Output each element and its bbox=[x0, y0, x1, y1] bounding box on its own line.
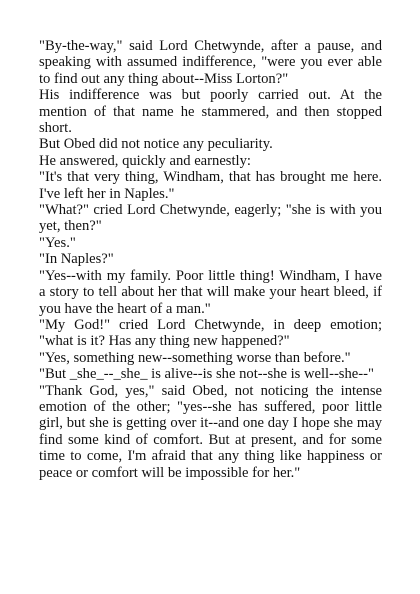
paragraph: "My God!" cried Lord Chetwynde, in deep emotion; "what is it? Has any thing new happened?" bbox=[39, 316, 382, 350]
book-page bbox=[39, 38, 382, 481]
paragraph: He answered, quickly and earnestly: bbox=[39, 152, 251, 169]
paragraph: But Obed did not notice any peculiarity. bbox=[39, 136, 273, 153]
paragraph: "By-the-way," said Lord Chetwynde, after a pause, and speaking with assumed indifference, "were you ever able to find out any thing about--Miss Lorton?" bbox=[39, 38, 382, 87]
paragraph: "In Naples?" bbox=[39, 251, 114, 268]
paragraph: "But _she_--_she_ is alive--is she not--she is well--she--" bbox=[39, 366, 374, 383]
paragraph: "Yes--with my family. Poor little thing! Windham, I have a story to tell about her that will make your heart bleed, if you have the heart of a man." bbox=[39, 267, 382, 317]
paragraph: "Yes." bbox=[39, 234, 76, 251]
paragraph: "It's that very thing, Windham, that has brought me here. I've left her in Naples." bbox=[39, 169, 382, 202]
paragraph: His indifference was but poorly carried out. At the mention of that name he stammered, and then stopped short. bbox=[39, 87, 382, 137]
paragraph: "What?" cried Lord Chetwynde, eagerly; "she is with you yet, then?" bbox=[39, 202, 382, 235]
paragraph: "Thank God, yes," said Obed, not noticing the intense emotion of the other; "yes--she has suffered, poor little girl, but she is getting over it--and one day I hope she may find some kind of comfort. But at present, and for some time to come, I'm afraid that any thing like happiness or peace or comfort will be impossible for her." bbox=[39, 382, 382, 481]
paragraph: "Yes, something new--something worse than before." bbox=[39, 349, 351, 366]
